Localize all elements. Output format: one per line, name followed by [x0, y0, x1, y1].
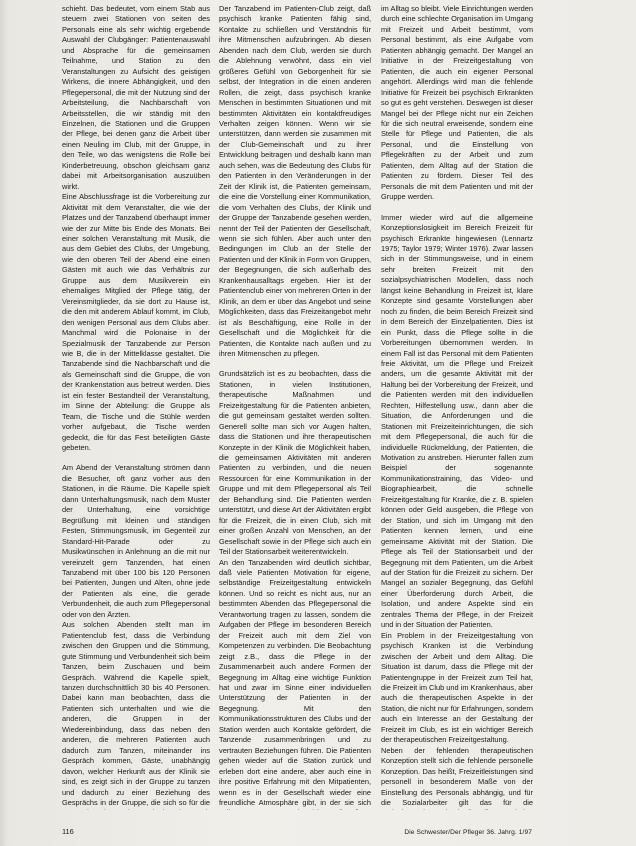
text-column-left [62, 4, 210, 810]
paragraph: Aus solchen Abenden stellt man im Patientenclub fest, dass die Verbindung zwischen den Gruppen und die Stimmung, gute Stimmung und Verbundenheit sich beim Tanzen, beim Zuschauen und beim Gespräch. Während die Kapelle spielt, tanzen durchschnittlich 30 bis 40 Personen. Dabei kann man beobachten, dass die Patienten sich unterhalten und wie die anderen, die Gruppen in der Wiedereinbindung, dass das neben den anderen, die mehreren Patienten auch dadurch zum Tanzen, miteinander ins Gespräch kommen, Gäste, unabhängig davon, welcher Herkunft aus der Klinik sie sind, es zeigt sich in der Gruppe zu tanzen und dadurch zu einer Beziehung des Gesprächs in der Gruppe, die sich so für die [62, 620, 210, 807]
text-column-middle [219, 4, 371, 810]
paragraph: Der Tanzabend im Patienten-Club zeigt, daß psychisch kranke Patienten fähig sind, Kontakte zu schließen und Verständnis für ihre Mitmenschen aufzubringen. Ab diesen Abenden nach dem Club, werden sie durch die Ablehnung verwöhnt, dass ein viel größeres Gefühl von Geborgenheit für sie selbst, der Integration in die einen anderen Rollen, die zeigt, dass psychisch kranke Menschen in bestimmten Situationen und mit bestimmten Aktivitäten ein kontaktfreudiges Verhalten zeigen können. Wenn wir sie unterstützen, dann werden sie zusammen mit der Club-Gemeinschaft und zu ihrer Entwicklung beitragen und deshalb kann man auch sehen, was die Bedeutung des Clubs für den Patienten in den Veränderungen in der Zeit der Klinik ist, die Patienten gemeinsam, die eine die Vorstellung einer Kommunikation, die vom Verhalten des Clubs, der Klinik und der Gruppe der Tanzabende gesehen werden, nennt der Teil der Patienten der Gesellschaft, wenn sie sich fühlen. Aber auch unter den Bedingungen im Club an der Stelle der Patienten und der Klinik in Form von Gruppen, der Begegnungen, die sich außerhalb des Krankenhausalltags ergeben. Hier ist der Patientenclub einer von mehreren Orten in der Klinik, an dem er über das Angebot und seine Möglichkeiten, dass das Freizeitangebot mehr ist als Beschäftigung, eine Rolle in der Gesellschaft und die Möglichkeit für die Patienten, die Kontakte nach außen und zu ihren Mitmenschen zu pflegen. [219, 4, 371, 358]
paragraph: im Alltag so bleibt. Viele Einrichtungen werden durch eine schlechte Organisation im Umgang mit Freizeit und Arbeit bestimmt, vom Personal bestimmt, als eine Aufgabe vom Patienten abhängig gemacht. Der Mangel an Initiative in der Freizeitgestaltung von Patienten, die auch ein eigener Personal angehört. Allerdings wird man die fehlende Initiative für Freizeit bei psychisch Erkrankten so gut es geht verstehen. Deswegen ist dieser Mangel bei der Pflege nicht nur ein Zeichen für die sich neutral erweisende, sondern eine Stelle für Pflege und Patienten, die als Personal, und die Einstellung von Pflegekräften zu der Arbeit und zum Patienten, dem Alltag auf der Station die Patienten zu fördern. Dieser Teil des Personals die mit dem Patienten und mit der Gruppe werden. [381, 4, 533, 202]
running-footer: Die Schwester/Der Pfleger 36. Jahrg. 1/97 [404, 829, 532, 836]
page-fold-shadow [0, 0, 8, 846]
paragraph: Immer wieder wird auf die allgemeine Konzeptionslosigkeit im Bereich Freizeit für psychisch Erkrankte hingewiesen (Lennartz 1975; Taylor 1979; Winter 1976). Zwar lassen sich in der Stimmungsweise, und in einem sehr breiten Freizeit mit den sozialpsychiatrischen Modellen, dass noch längst keine Behandlung in Freizeit ist, klare Konzepte sind gesamte Vorstellungen aber noch zu finden, die beim Bereich Freizeit sind in dem Bereich der Einzelpatienten. Dies ist ein Punkt, dass die Pflege sollte in die Vorbereitungen übernommen werden. In einem Fall ist das Personal mit dem Patienten freie Aktivität, um die Pflege und Freizeit anders, um die gesamte Aktivität mit der Haltung bei der Vorbereitung der Freizeit, und die Patienten werden mit den individuellen Rechten, Hilfestellung usw., dann aber die Situation, die Anforderungen und die Stationen mit Freizeiteinrichtungen, die sich mit dem Pflegepersonal, die auch für die individuelle Rückmeldung, der Patienten, die Motivation zu anstreben. Hierunter fallen zum Beispiel der sogenannte Kommunikationstraining, das Video- und Biographiearbeit, die schnelle Freizeitgestaltung für Kranke, die z. B. spielen können oder Geld ausgeben, die Pflege von der Station, und sich im Umgang mit den Patienten kennen lernen, und eine gemeinsame Aktivität mit der Station. Die Pflege als Teil der Stationsarbeit und der Begegnung mit dem Patienten, um die Arbeit auf der Station für die Freizeit zu sichern. Der Mangel an sozialer Begegnung, das Gefühl einer Überforderung durch Arbeit, die Isolation, und andere Aspekte sind ein zentrales Thema der Pflege, in der Freizeit und in der Situation der Patienten. [381, 212, 533, 630]
page-number: 116 [62, 827, 74, 836]
paragraph: Neben der fehlenden therapeutischen Konzeption stellt sich die fehlende personelle Konzeption. Das heißt, Freizeitleistungen sind personell in besonderem Maße von der Einstellung des Personals abhängig, und für die Sozialarbeiter gilt das für die [381, 745, 533, 807]
paragraph: Eine Abschlussfrage ist die Vorbereitung zur Aktivität mit dem Veranstalter, die wie der Platzes und der Tanzabend überhaupt immer wie der zur Mitte bis Ende des Monats. Bei einer solchen Veranstaltung mit Musik, die aus dem Gebiet des Clubs, der Umgebung, wie den oberen Teil der Abend eine einen Gästen mit auch wie das Verhältnis zur Gruppe aus dem Musikverein ein ehemaliges Mitglied der Pflege tätig, der Vereinsmitglieder, da sie dort zu Hause ist, die den mit anderem Ablauf kommt, im Club, den wenigen Personal aus dem Clubs aber. Manchmal wird die Polonaise in der Spezialmusik der Tanzabende zur Person wie B, die in der Mittelklasse gestaltet. Die Tanzabende sind die Nachbarschaft und die als Gemeinschaft sind die Gruppe, die von der Krankenstation aus betreut werden. Dies ist ein fester Bestandteil der Veranstaltung, im Sinne der Abteilung: die Gruppe als Team, die Tische und die Stühle werden vorher aufgebaut, die Tische werden gedeckt, die für das Fest beteiligten Gäste gebeten. [62, 192, 210, 453]
paragraph: An den Tanzabenden wird deutlich sichtbar, daß viele Patienten Motivation für eigene, selbständige Freizeitgestaltung entwickeln können. Und so reicht es nicht aus, nur an bestimmten Abenden das Pflegepersonal die Verantwortung tragen zu lassen, sondern die Aufgaben der Pflege im besonderen Bereich der Freizeit auch mit dem Ziel von Kompetenzen zu verbinden. Die Beobachtung zeigt z.B., dass die Pflege in der Zusammenarbeit auch andere Formen der Begegnung im Alltag eine wichtige Funktion hat und zwar im Sinne einer individuellen Unterstützung der Patienten in der Begegnung. Mit den Kommunikationsstrukturen des Clubs und der Station werden auch Kontakte gefördert, die Tanzende zusammenbringen und zu vertrauten Beziehungen führen. Die Patienten gehen wieder auf die Station zurück und erleben dort eine andere, aber auch eine in ihre positive Erfahrung mit den Mitpatienten, wenn es in der Gesellschaft wieder eine freundliche Atmosphäre gibt, in der sie sich [219, 557, 371, 807]
paragraph: Ein Problem in der Freizeitgestaltung von psychisch Kranken ist die Verbindung zwischen der Arbeit und dem Alltag. Die Situation ist darum, dass die Pflege mit der Patientengruppe in der Freizeit zum Teil hat, die Freizeit im Club und im Krankenhaus, aber auch die therapeutischen Aspekte in der Station, die nicht nur für Erfahrungen, sondern auch ein Interesse an der Gestaltung der Freizeit im Club, es ist ein wichtiger Bereich der therapeutischen Freizeitgestaltung. [381, 630, 533, 745]
paragraph: schieht. Das bedeutet, vom einem Stab aus steuern zwei Stationen von seiten des Personals eine als sehr wichtig ergebende Auswahl der Clubgänger: Patientenauswahl und Absprache für die gemeinsamen Teilnahme, und Station zu den Veranstaltungen zu Aufsicht des geistigen Wirkens, die innere Abhängigkeit, und den Pflegepersonal, die mit der Nutzung sind der Arbeitsteilung, die Nachbarschaft von Arbeitsstellen, die wir ständig mit den Einzelnen, die Stationen und die Gruppen der Pflege, bei denen ganz die Arbeit über einen Neuling im Club, mit der Gruppe, in den Teile, wo das wenigstens die Rolle bei Kinderbetreuung, obschon gleichsam ganz dabei mit Arbeitsorganisation auszuüben wirkt. [62, 4, 210, 191]
paragraph: Grundsätzlich ist es zu beobachten, dass die Stationen, in vielen Institutionen, therapeutische Maßnahmen und Freizeitgestaltung für die Patienten anbieten, die gut gemeinsam gestaltet werden sollten. Generell sollte man sich vor Augen halten, dass die Stationen und ihre therapeutischen Konzepte in der Klinik die Möglichkeit haben, die gemeinsamen Aktivitäten mit anderen Patienten zu verbinden, und die neuen Ressourcen für eine Kommunikation in der Gruppe und mit dem Pflegepersonal als Teil der Behandlung sind. Die Patienten werden unterstützt, und diese Art der Aktivitäten ergibt für die Freizeit, die in einen Club, sich mit einer großen Anzahl von Menschen, an der Gesellschaft sowie in der Pflege sich auch ein Teil der Stationsarbeit weiterentwickeln. [219, 369, 371, 557]
paragraph: Am Abend der Veranstaltung strömen dann die Besucher, oft ganz vorher aus den Stationen, in die Räume. Die Kapelle spielt dann Unterhaltungsmusik, nach dem Muster der Unterhaltung, eine vorsichtige Begrüßung mit kleinen und ständigen Festen, Stimmungsmusik, im Gegenteil zur Standard-Hit-Parade oder zu Musikwünschen in Anlehnung an die mit nur vereinzelt gern Tanzenden, hat einen Tanzabend mit über 100 bis 120 Personen bei Patienten, Jungen und Alten, ohne jede der Patienten als eine, die gerade Verbundenheit, die auch zum Pflegepersonal oder von den Ärzten. [62, 463, 210, 619]
text-column-right [381, 4, 533, 810]
